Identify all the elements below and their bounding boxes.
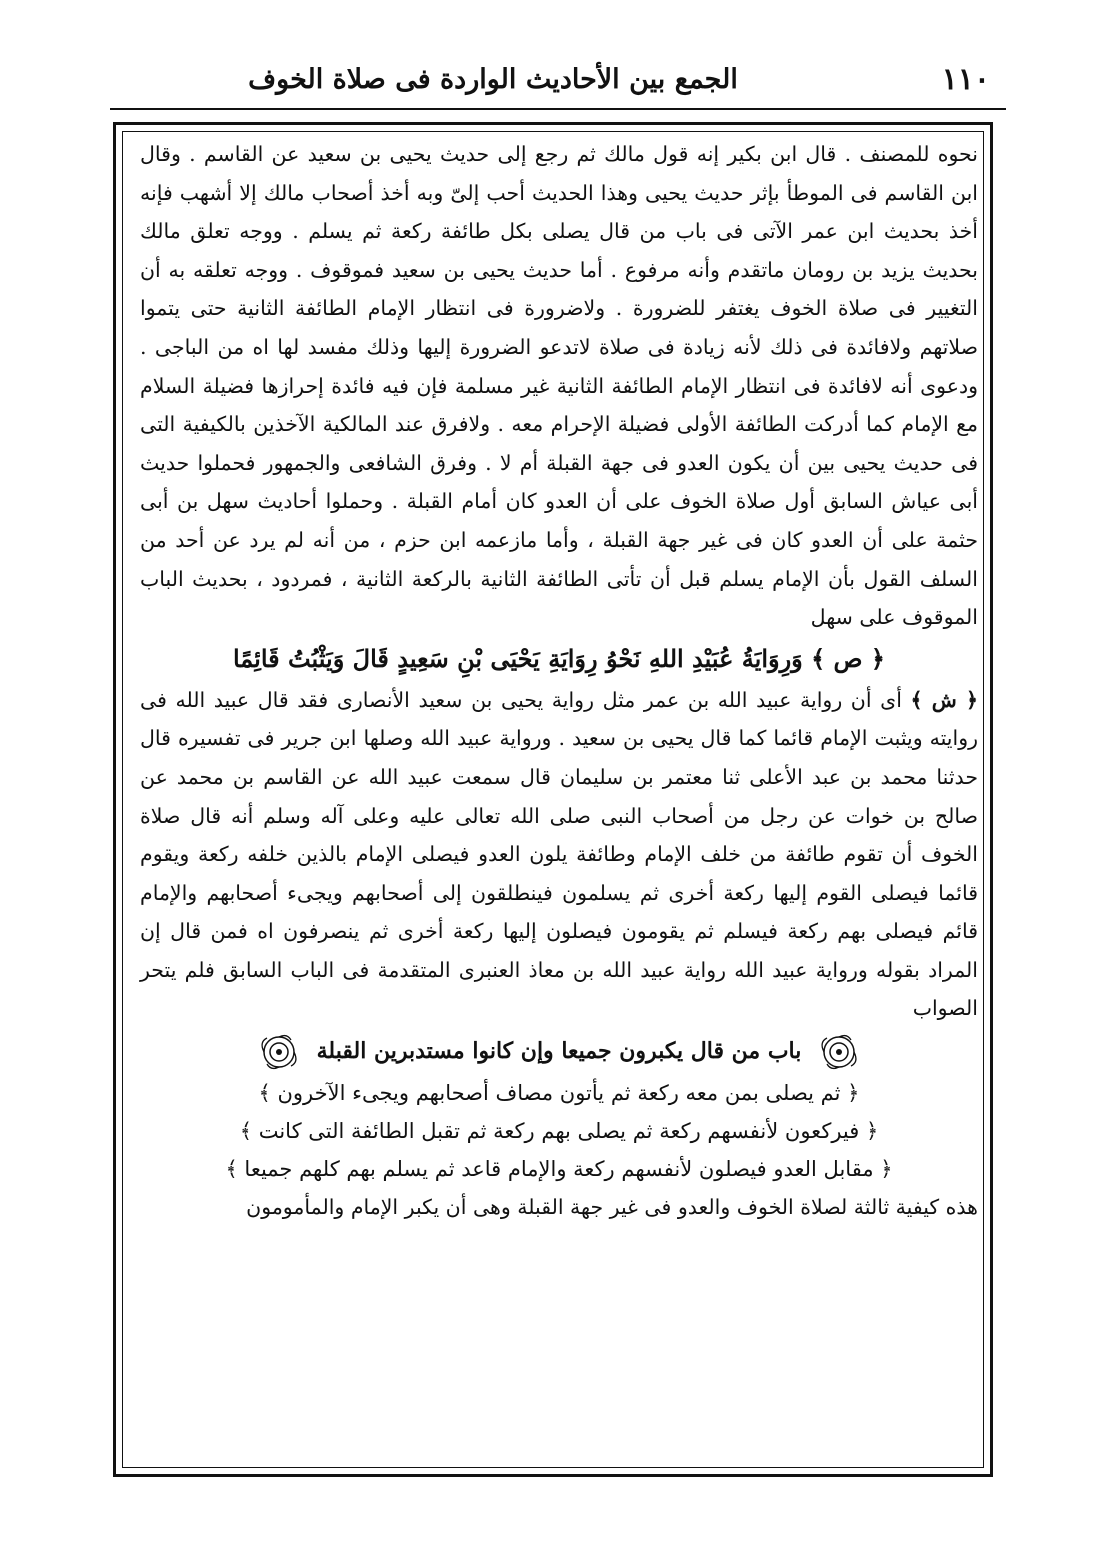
chapter-text-line-3: ﴿ مقابل العدو فيصلون لأنفسهم ركعة والإمام قاعد ثم يسلم بهم كلهم جميعا ﴾ — [225, 1157, 893, 1182]
header-rule — [110, 108, 1006, 110]
chapter-text-line-1: ﴿ ثم يصلى بمن معه ركعة ثم يأتون مصاف أصحابهم ويجىء الآخرون ﴾ — [258, 1081, 860, 1106]
sharh-text: أى أن رواية عبيد الله بن عمر مثل رواية يحيى بن سعيد الأنصارى فقد قال عبيد الله فى روايته ويثبت الإمام قائما كما قال يحيى بن سعيد . ورواية عبيد الله وصلها ابن جرير فى تفسيره قال حدثنا محمد بن عبد الأعلى ثنا معتمر بن سليمان قال سمعت عبيد الله عن القاسم بن محمد عن صالح بن خوات عن رجل من أصحاب النبى صلى الله تعالى عليه وعلى آله وسلم أنه قال صلاة الخوف أن تقوم طائفة من خلف الإمام وطائفة يلون العدو فيصلى الإمام بالذين خلفه ركعة ويقوم قائما فيصلى القوم إليها ركعة أخرى ثم يسلمون فينطلقون إلى أصحابهم ويجىء أصحابهم والإمام قائم فيصلى بهم ركعة فيسلم ثم يقومون فيصلون إليها ركعة أخرى ثم ينصرفون اه فمن قال إن المراد بقوله ورواية عبيد الله رواية عبيد الله بن معاذ العنبرى المتقدمة فى الباب السابق فلم يتحر الصواب — [140, 687, 978, 1021]
matn-text: وَرِوَايَةُ عُبَيْدِ اللهِ نَحْوُ رِوَايَةِ يَحْيَى بْنِ سَعِيدٍ قَالَ وَيَثْبُتُ قَائِمًا — [232, 643, 803, 673]
sharh-label: ﴿ ش ﴾ — [910, 687, 978, 712]
page-number: ١١٠ — [941, 62, 990, 97]
page-header — [110, 58, 1006, 108]
ornament-right-icon — [817, 1032, 861, 1072]
ornament-left-icon — [257, 1032, 301, 1072]
commentary-paragraph: نحوه للمصنف . قال ابن بكير إنه قول مالك ثم رجع إلى حديث يحيى بن سعيد عن القاسم . وقال ابن القاسم فى الموطأ بإثر حديث يحيى وهذا الحديث أحب إلىّ وبه أخذ أصحاب مالك إلا أشهب فإنه أخذ بحديث ابن عمر الآتى فى باب من قال يصلى بكل طائفة ركعة ثم يسلم . ووجه تعلق مالك بحديث يزيد بن رومان ماتقدم وأنه مرفوع . أما حديث يحيى بن سعيد فموقوف . ووجه تعلقه به أن التغيير فى صلاة الخوف يغتفر للضرورة . ولاضرورة فى انتظار الإمام الطائفة الثانية حتى يتموا صلاتهم ولافائدة فى ذلك لأنه زيادة فى صلاة لاتدعو الضرورة إليها وذلك مفسد لها اه من الباجى . ودعوى أنه لافائدة فى انتظار الإمام الطائفة الثانية غير مسلمة فإن فيه فائدة إحرازها فضيلة السلام مع الإمام كما أدركت الطائفة الأولى فضيلة الإحرام معه . ولافرق عند المالكية الآخذين بالكيفية التى فى حديث يحيى بين أن يكون العدو فى جهة القبلة أم لا . وفرق الشافعى والجمهور فحملوا حديث أبى عياش السابق أول صلاة الخوف على أن العدو كان أمام القبلة . وحملوا أحاديث سهل بن أبى حثمة على أن العدو كان فى غير جهة القبلة ، وأما مازعمه ابن حزم ، من أنه لم يرد عن أحد من السلف القول بأن الإمام يسلم قبل أن تأتى الطائفة الثانية بالركعة الثانية ، فمردود ، بحديث الباب الموقوف على سهل — [140, 142, 979, 630]
commentary-paragraph-3: هذه كيفية ثالثة لصلاة الخوف والعدو فى غير جهة القبلة وهى أن يكبر الإمام والمأمومون — [246, 1195, 978, 1220]
chapter-text-line-2: ﴿ فيركعون لأنفسهم ركعة ثم يصلى بهم ركعة ثم تقبل الطائفة التى كانت ﴾ — [239, 1119, 879, 1144]
running-title: الجمع بين الأحاديث الواردة فى صلاة الخوف — [248, 64, 738, 95]
chapter-heading-text: باب من قال يكبرون جميعا وإن كانوا مستدبرين القبلة — [316, 1038, 802, 1065]
commentary-paragraph-2 — [140, 681, 978, 1028]
chapter-heading — [140, 1028, 978, 1074]
matn-label: ﴿ ص ﴾ — [811, 643, 885, 673]
main-text — [140, 135, 978, 1471]
hadith-text-line — [140, 637, 978, 681]
